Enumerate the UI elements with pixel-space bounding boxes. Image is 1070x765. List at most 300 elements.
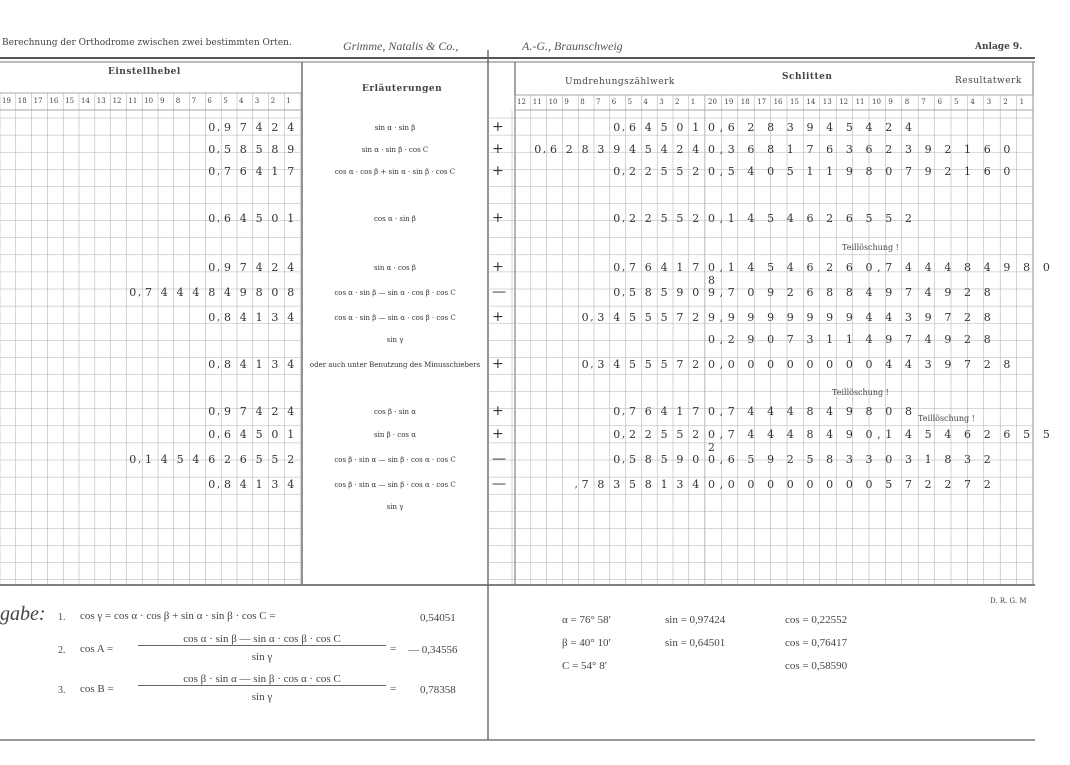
- umdrehung-digit: 3: [597, 143, 605, 156]
- einstellhebel-col-number: 5: [223, 97, 228, 105]
- umdrehung-col-number: 12: [517, 98, 526, 106]
- einstellhebel-digit: 7: [239, 261, 247, 274]
- einstellhebel-digit: 6: [224, 212, 231, 225]
- umdrehung-digit: 0: [613, 261, 621, 274]
- umdrehung-digit: 0: [581, 358, 589, 371]
- umdrehung-digit: 0: [613, 453, 621, 466]
- einstellhebel-digit: 8: [208, 286, 216, 299]
- resultat-col-number: 11: [855, 98, 865, 106]
- publisher-left: Grimme, Natalis & Co.,: [343, 39, 459, 53]
- section-umdrehungszaehlwerk: Umdrehungszählwerk: [565, 77, 675, 87]
- annex-label: Anlage 9.: [975, 42, 1023, 52]
- einstellhebel-digit: 9: [224, 121, 231, 134]
- umdrehung-digit: 5: [676, 212, 684, 225]
- umdrehung-digit: 2: [692, 311, 700, 324]
- einstellhebel-digit: 4: [239, 212, 247, 225]
- resultat-col-number: 16: [773, 98, 783, 106]
- einstellhebel-digit: 8: [287, 286, 295, 299]
- einstellhebel-digit: 4: [287, 358, 295, 371]
- explanation-text: cos β · sin α — sin β · cos α · cos C: [334, 481, 456, 489]
- aufgabe-label: gabe:: [0, 603, 46, 625]
- explanation-text: cos α · sin β — sin α · cos β · cos C: [334, 289, 456, 297]
- einstellhebel-comma: ,: [217, 479, 221, 490]
- einstellhebel-digit: 8: [255, 286, 263, 299]
- umdrehung-digit: 0: [613, 212, 621, 225]
- umdrehung-digit: 5: [644, 143, 652, 156]
- eq2-number: 2.: [58, 645, 66, 656]
- resultat-digits: 0,5 4 0 5 1 1 9 8 0 7 9 2 1 6 0: [708, 165, 1016, 178]
- operation-sign: +: [492, 426, 504, 442]
- einstellhebel-digit: 0: [208, 212, 216, 225]
- einstellhebel-comma: ,: [217, 166, 221, 177]
- umdrehung-col-number: 1: [690, 98, 696, 106]
- einstellhebel-digit: 5: [271, 453, 279, 466]
- umdrehung-digit: 6: [644, 405, 652, 418]
- eq1-number: 1.: [58, 612, 66, 623]
- umdrehung-digit: 5: [644, 358, 652, 371]
- resultat-col-number: 18: [740, 98, 750, 106]
- umdrehung-digit: 6: [644, 261, 652, 274]
- einstellhebel-digit: 4: [239, 358, 247, 371]
- einstellhebel-col-number: 13: [96, 97, 106, 105]
- eq3-denominator: sin γ: [251, 691, 273, 703]
- umdrehung-digit: 5: [676, 165, 684, 178]
- einstellhebel-comma: ,: [217, 429, 221, 440]
- resultat-digits: 0,2 9 0 7 3 1 1 4 9 7 4 9 2 8: [708, 333, 996, 346]
- umdrehung-comma: ,: [622, 406, 626, 417]
- einstellhebel-digit: 5: [255, 453, 263, 466]
- umdrehung-digit: 9: [676, 286, 684, 299]
- einstellhebel-digit: 0: [208, 121, 216, 134]
- einstellhebel-digit: 8: [224, 478, 231, 491]
- einstellhebel-digit: 4: [239, 478, 247, 491]
- resultat-digits: 9,9 9 9 9 9 9 9 4 4 3 9 7 2 8: [708, 311, 996, 324]
- resultat-col-number: 4: [970, 98, 975, 106]
- operation-sign: +: [492, 259, 504, 275]
- einstellhebel-digit: 4: [287, 261, 295, 274]
- einstellhebel-digit: 3: [271, 358, 279, 371]
- umdrehung-digit: 2: [565, 143, 573, 156]
- sin-beta: sin = 0,64501: [665, 637, 726, 649]
- umdrehung-comma: ,: [622, 166, 626, 177]
- sheet-title: Berechnung der Orthodrome zwischen zwei bestimmten Orten.: [2, 38, 292, 48]
- eq2-denominator: sin γ: [251, 651, 273, 663]
- einstellhebel-digit: 6: [224, 428, 231, 441]
- einstellhebel-digit: 2: [271, 261, 279, 274]
- explanation-text: sin β · cos α: [374, 431, 416, 439]
- einstellhebel-digit: 1: [287, 428, 295, 441]
- resultat-digits: 0,7 4 4 4 8 4 9 0,1 4 5 4 6 2 6 5 5 2: [708, 428, 1055, 454]
- einstellhebel-comma: ,: [217, 406, 221, 417]
- umdrehung-digit: 0: [613, 405, 621, 418]
- teilloeschung-note-2: Teillöschung !: [832, 388, 889, 397]
- resultat-digits: 0,6 5 9 2 5 8 3 3 0 3 1 8 3 2: [708, 453, 996, 466]
- umdrehung-digit: 8: [644, 286, 652, 299]
- einstellhebel-col-number: 1: [286, 97, 291, 105]
- einstellhebel-digit: 0: [271, 212, 279, 225]
- umdrehung-digit: 0: [613, 286, 621, 299]
- resultat-col-number: 6: [937, 98, 943, 106]
- explanation-text: cos α · cos β + sin α · sin β · cos C: [334, 168, 456, 176]
- umdrehung-comma: ,: [590, 312, 594, 323]
- eq3-value: 0,78358: [420, 684, 456, 696]
- resultat-col-number: 12: [839, 98, 849, 106]
- einstellhebel-digit: 4: [287, 405, 295, 418]
- einstellhebel-comma: ,: [217, 122, 221, 133]
- resultat-col-number: 19: [724, 98, 734, 106]
- operation-sign: +: [492, 163, 504, 179]
- umdrehung-digit: 5: [660, 121, 668, 134]
- umdrehung-digit: 5: [660, 358, 668, 371]
- einstellhebel-comma: ,: [217, 359, 221, 370]
- umdrehung-digit: 2: [629, 428, 636, 441]
- einstellhebel-digit: 0: [208, 478, 216, 491]
- umdrehung-digit: 2: [676, 143, 684, 156]
- umdrehung-digit: 5: [660, 428, 668, 441]
- umdrehung-digit: 0: [613, 121, 621, 134]
- umdrehung-digit: 5: [629, 358, 636, 371]
- umdrehung-digit: 3: [676, 478, 684, 491]
- umdrehung-col-number: 8: [580, 98, 585, 106]
- umdrehung-digit: 8: [644, 453, 652, 466]
- einstellhebel-col-number: 6: [207, 97, 212, 105]
- umdrehung-digit: 6: [629, 121, 636, 134]
- umdrehung-digit: 0: [534, 143, 542, 156]
- umdrehung-digit: 2: [692, 428, 700, 441]
- resultat-col-number: 13: [822, 98, 832, 106]
- umdrehung-digit: 2: [629, 165, 636, 178]
- umdrehung-digit: 2: [644, 165, 652, 178]
- resultat-col-number: 7: [921, 98, 926, 106]
- umdrehung-digit: 0: [676, 121, 684, 134]
- einstellhebel-digit: 6: [208, 453, 216, 466]
- einstellhebel-digit: 8: [239, 143, 247, 156]
- umdrehung-comma: ,: [543, 144, 547, 155]
- umdrehung-digit: 0: [692, 286, 700, 299]
- einstellhebel-digit: 4: [176, 286, 184, 299]
- resultat-digits: 9,7 0 9 2 6 8 8 4 9 7 4 9 2 8: [708, 286, 996, 299]
- einstellhebel-digit: 0: [208, 405, 216, 418]
- einstellhebel-col-number: 19: [2, 97, 11, 105]
- publisher-right: A.-G., Braunschweig: [522, 39, 623, 53]
- resultat-digits: 0,3 6 8 1 7 6 3 6 2 3 9 2 1 6 0: [708, 143, 1016, 156]
- operation-sign: +: [492, 356, 504, 372]
- drg-mark: D. R. G. M: [990, 597, 1027, 605]
- einstellhebel-col-number: 4: [239, 97, 244, 105]
- einstellhebel-digit: 4: [287, 478, 295, 491]
- resultat-digits: 0,0 0 0 0 0 0 0 0 4 4 3 9 7 2 8: [708, 358, 1016, 371]
- teilloeschung-note-3: Teillöschung !: [918, 414, 975, 423]
- explanation-text: cos β · sin α: [374, 408, 416, 416]
- resultat-col-number: 3: [986, 98, 992, 106]
- operation-sign: —: [492, 476, 506, 492]
- einstellhebel-digit: 9: [224, 405, 231, 418]
- einstellhebel-digit: 8: [271, 143, 279, 156]
- einstellhebel-digit: 9: [239, 286, 247, 299]
- einstellhebel-digit: 1: [255, 478, 263, 491]
- umdrehung-digit: 4: [613, 358, 621, 371]
- resultat-col-number: 20: [708, 98, 717, 106]
- einstellhebel-col-number: 14: [81, 97, 90, 105]
- umdrehung-digit: 2: [692, 358, 700, 371]
- section-erlaeuterungen: Erläuterungen: [362, 84, 443, 94]
- einstellhebel-comma: ,: [217, 213, 221, 224]
- resultat-col-number: 15: [790, 98, 799, 106]
- umdrehung-digit: 7: [676, 358, 684, 371]
- umdrehung-digit: 2: [629, 212, 636, 225]
- umdrehung-digit: 4: [660, 405, 668, 418]
- umdrehung-digit: 5: [676, 428, 684, 441]
- einstellhebel-digit: 7: [145, 286, 152, 299]
- resultat-col-number: 9: [888, 98, 893, 106]
- einstellhebel-digit: 1: [271, 165, 279, 178]
- umdrehung-digit: 7: [629, 261, 636, 274]
- umdrehung-digit: 9: [613, 143, 621, 156]
- resultat-col-number: 10: [872, 98, 881, 106]
- einstellhebel-col-number: 16: [49, 97, 59, 105]
- einstellhebel-digit: 1: [287, 212, 295, 225]
- eq2-numerator: cos α · sin β — sin α · cos β · cos C: [138, 633, 386, 646]
- umdrehung-digit: 4: [629, 143, 636, 156]
- einstellhebel-digit: 5: [224, 143, 231, 156]
- umdrehung-digit: 5: [660, 286, 668, 299]
- einstellhebel-digit: 0: [208, 143, 216, 156]
- einstellhebel-col-number: 18: [17, 97, 27, 105]
- eq2-equals: =: [390, 643, 397, 655]
- umdrehung-digit: 4: [644, 121, 652, 134]
- umdrehung-digit: 3: [597, 358, 605, 371]
- resultat-digits: 0,7 4 4 4 8 4 9 8 0 8: [708, 405, 917, 418]
- einstellhebel-digit: 6: [239, 453, 247, 466]
- einstellhebel-digit: 0: [271, 286, 279, 299]
- einstellhebel-digit: 5: [255, 428, 263, 441]
- umdrehung-digit: 4: [660, 143, 668, 156]
- umdrehung-comma: ,: [622, 122, 626, 133]
- resultat-digits: 0,1 4 5 4 6 2 6 5 5 2: [708, 212, 917, 225]
- explanation-text: cos α · sin β — sin α · cos β · cos C: [334, 314, 456, 322]
- umdrehung-digit: 5: [660, 212, 668, 225]
- umdrehung-digit: 8: [644, 478, 652, 491]
- explanation-text: sin γ: [386, 503, 404, 511]
- umdrehung-digit: 3: [613, 478, 621, 491]
- explanation-text: cos β · sin α — sin β · cos α · cos C: [334, 456, 456, 464]
- umdrehung-col-number: 11: [532, 98, 542, 106]
- einstellhebel-digit: 1: [255, 358, 263, 371]
- umdrehung-digit: 7: [676, 311, 684, 324]
- beta-value: β = 40° 10′: [562, 637, 611, 649]
- resultat-col-number: 5: [954, 98, 959, 106]
- umdrehung-col-number: 2: [675, 98, 680, 106]
- einstellhebel-digit: 7: [239, 121, 247, 134]
- einstellhebel-digit: 6: [239, 165, 247, 178]
- einstellhebel-digit: 7: [239, 405, 247, 418]
- einstellhebel-col-number: 2: [270, 97, 276, 105]
- sin-alpha: sin = 0,97424: [665, 614, 726, 626]
- umdrehung-col-number: 7: [596, 98, 601, 106]
- resultat-col-number: 1: [1019, 98, 1025, 106]
- c-value: C = 54° 8′: [562, 660, 608, 672]
- einstellhebel-digit: 3: [271, 478, 279, 491]
- umdrehung-digit: 7: [581, 478, 589, 491]
- alpha-value: α = 76° 58′: [562, 614, 612, 626]
- umdrehung-digit: 5: [660, 165, 668, 178]
- eq3-equals: =: [390, 683, 397, 695]
- einstellhebel-comma: ,: [138, 454, 142, 465]
- umdrehung-digit: 5: [644, 311, 652, 324]
- explanation-text: sin α · sin β: [374, 124, 416, 132]
- einstellhebel-digit: 4: [239, 311, 247, 324]
- einstellhebel-col-number: 11: [128, 97, 138, 105]
- umdrehung-digit: 4: [692, 478, 700, 491]
- einstellhebel-digit: 4: [160, 286, 168, 299]
- einstellhebel-digit: 0: [208, 165, 216, 178]
- einstellhebel-comma: ,: [217, 312, 221, 323]
- eq1-formula: cos γ = cos α · cos β + sin α · sin β · cos C =: [80, 610, 276, 622]
- umdrehung-comma: ,: [622, 454, 626, 465]
- operation-sign: —: [492, 451, 506, 467]
- eq2-value: — 0,34556: [408, 644, 458, 656]
- umdrehung-digit: 4: [613, 311, 621, 324]
- einstellhebel-digit: 4: [160, 453, 168, 466]
- einstellhebel-digit: 8: [224, 311, 231, 324]
- resultat-col-number: 14: [806, 98, 816, 106]
- umdrehung-digit: 7: [692, 405, 700, 418]
- umdrehung-digit: 2: [692, 212, 700, 225]
- umdrehung-digit: 4: [660, 261, 668, 274]
- operation-sign: +: [492, 141, 504, 157]
- einstellhebel-digit: 7: [287, 165, 295, 178]
- einstellhebel-digit: 4: [255, 165, 263, 178]
- einstellhebel-col-number: 12: [112, 97, 122, 105]
- resultat-col-number: 2: [1003, 98, 1008, 106]
- einstellhebel-comma: ,: [138, 287, 142, 298]
- operation-sign: +: [492, 210, 504, 226]
- cos-beta: cos = 0,76417: [785, 637, 848, 649]
- operation-sign: +: [492, 119, 504, 135]
- umdrehung-digit: 2: [644, 212, 652, 225]
- teilloeschung-note-1: Teillöschung !: [842, 243, 899, 252]
- umdrehung-digit: 1: [676, 405, 684, 418]
- umdrehung-digit: 2: [692, 165, 700, 178]
- umdrehung-digit: 5: [629, 453, 636, 466]
- einstellhebel-col-number: 3: [254, 97, 260, 105]
- einstellhebel-digit: 2: [271, 405, 279, 418]
- umdrehung-digit: 8: [597, 478, 605, 491]
- umdrehung-col-number: 5: [627, 98, 633, 106]
- eq3-number: 3.: [58, 685, 66, 696]
- einstellhebel-digit: 4: [239, 428, 247, 441]
- resultat-col-number: 17: [757, 98, 767, 106]
- umdrehung-digit: 7: [629, 405, 636, 418]
- einstellhebel-digit: 0: [208, 428, 216, 441]
- operation-sign: +: [492, 403, 504, 419]
- umdrehung-digit: 5: [629, 311, 636, 324]
- einstellhebel-digit: 4: [255, 261, 263, 274]
- einstellhebel-digit: 4: [255, 405, 263, 418]
- einstellhebel-col-number: 9: [160, 97, 165, 105]
- umdrehung-digit: 5: [629, 478, 636, 491]
- resultat-digits: 0,0 0 0 0 0 0 0 0 5 7 2 2 7 2: [708, 478, 996, 491]
- section-einstellhebel: Einstellhebel: [108, 67, 181, 77]
- einstellhebel-digit: 9: [224, 261, 231, 274]
- einstellhebel-digit: 0: [208, 358, 216, 371]
- einstellhebel-digit: 1: [255, 311, 263, 324]
- operation-sign: +: [492, 309, 504, 325]
- umdrehung-digit: 6: [550, 143, 557, 156]
- einstellhebel-digit: 5: [255, 143, 263, 156]
- einstellhebel-digit: 0: [129, 453, 137, 466]
- umdrehung-digit: 1: [660, 478, 668, 491]
- umdrehung-digit: 4: [692, 143, 700, 156]
- einstellhebel-digit: 2: [271, 121, 279, 134]
- umdrehung-digit: 0: [613, 165, 621, 178]
- einstellhebel-digit: 5: [176, 453, 184, 466]
- umdrehung-digit: 9: [676, 453, 684, 466]
- eq2-lhs: cos A =: [80, 643, 114, 655]
- umdrehung-col-number: 6: [611, 98, 617, 106]
- einstellhebel-digit: 4: [192, 453, 200, 466]
- resultat-digits: 0,6 2 8 3 9 4 5 4 2 4: [708, 121, 917, 134]
- explanation-text: sin γ: [386, 336, 404, 344]
- einstellhebel-digit: 8: [224, 358, 231, 371]
- resultat-col-number: 8: [904, 98, 910, 106]
- umdrehung-col-number: 3: [659, 98, 664, 106]
- umdrehung-comma: ,: [622, 213, 626, 224]
- einstellhebel-col-number: 10: [144, 97, 154, 105]
- einstellhebel-col-number: 17: [33, 97, 43, 105]
- einstellhebel-digit: 4: [287, 121, 295, 134]
- einstellhebel-digit: 0: [129, 286, 137, 299]
- umdrehung-digit: 0: [692, 453, 700, 466]
- einstellhebel-digit: 2: [287, 453, 295, 466]
- eq3-numerator: cos β · sin α — sin β · cos α · cos C: [138, 673, 386, 686]
- einstellhebel-col-number: 7: [191, 97, 197, 105]
- resultat-digits: 0,1 4 5 4 6 2 6 0,7 4 4 4 8 4 9 8 0 8: [708, 261, 1055, 287]
- section-schlitten: Schlitten: [782, 72, 833, 82]
- umdrehung-digit: 5: [660, 311, 668, 324]
- umdrehung-col-number: 9: [564, 98, 569, 106]
- einstellhebel-comma: ,: [217, 262, 221, 273]
- einstellhebel-digit: 4: [255, 121, 263, 134]
- umdrehung-col-number: 4: [643, 98, 648, 106]
- umdrehung-digit: 8: [581, 143, 589, 156]
- einstellhebel-comma: ,: [217, 144, 221, 155]
- umdrehung-digit: 1: [692, 121, 700, 134]
- cos-alpha: cos = 0,22552: [785, 614, 848, 626]
- eq3-lhs: cos B =: [80, 683, 114, 695]
- einstellhebel-digit: 7: [224, 165, 231, 178]
- umdrehung-comma: ,: [590, 359, 594, 370]
- einstellhebel-digit: 2: [224, 453, 231, 466]
- cos-c: cos = 0,58590: [785, 660, 848, 672]
- umdrehung-comma: ,: [622, 262, 626, 273]
- einstellhebel-digit: 3: [271, 311, 279, 324]
- umdrehung-digit: 1: [676, 261, 684, 274]
- umdrehung-digit: 0: [613, 428, 621, 441]
- umdrehung-col-number: 10: [548, 98, 558, 106]
- einstellhebel-col-number: 15: [65, 97, 75, 105]
- explanation-text: oder auch unter Benutzung des Minusschiebers: [309, 361, 481, 369]
- explanation-text: sin α · cos β: [374, 264, 416, 272]
- einstellhebel-digit: 4: [224, 286, 231, 299]
- einstellhebel-digit: 9: [287, 143, 295, 156]
- umdrehung-comma: ,: [622, 429, 626, 440]
- einstellhebel-digit: 0: [208, 261, 216, 274]
- einstellhebel-digit: 5: [255, 212, 263, 225]
- einstellhebel-digit: 1: [145, 453, 152, 466]
- einstellhebel-digit: 4: [287, 311, 295, 324]
- eq1-value: 0,54051: [420, 612, 456, 624]
